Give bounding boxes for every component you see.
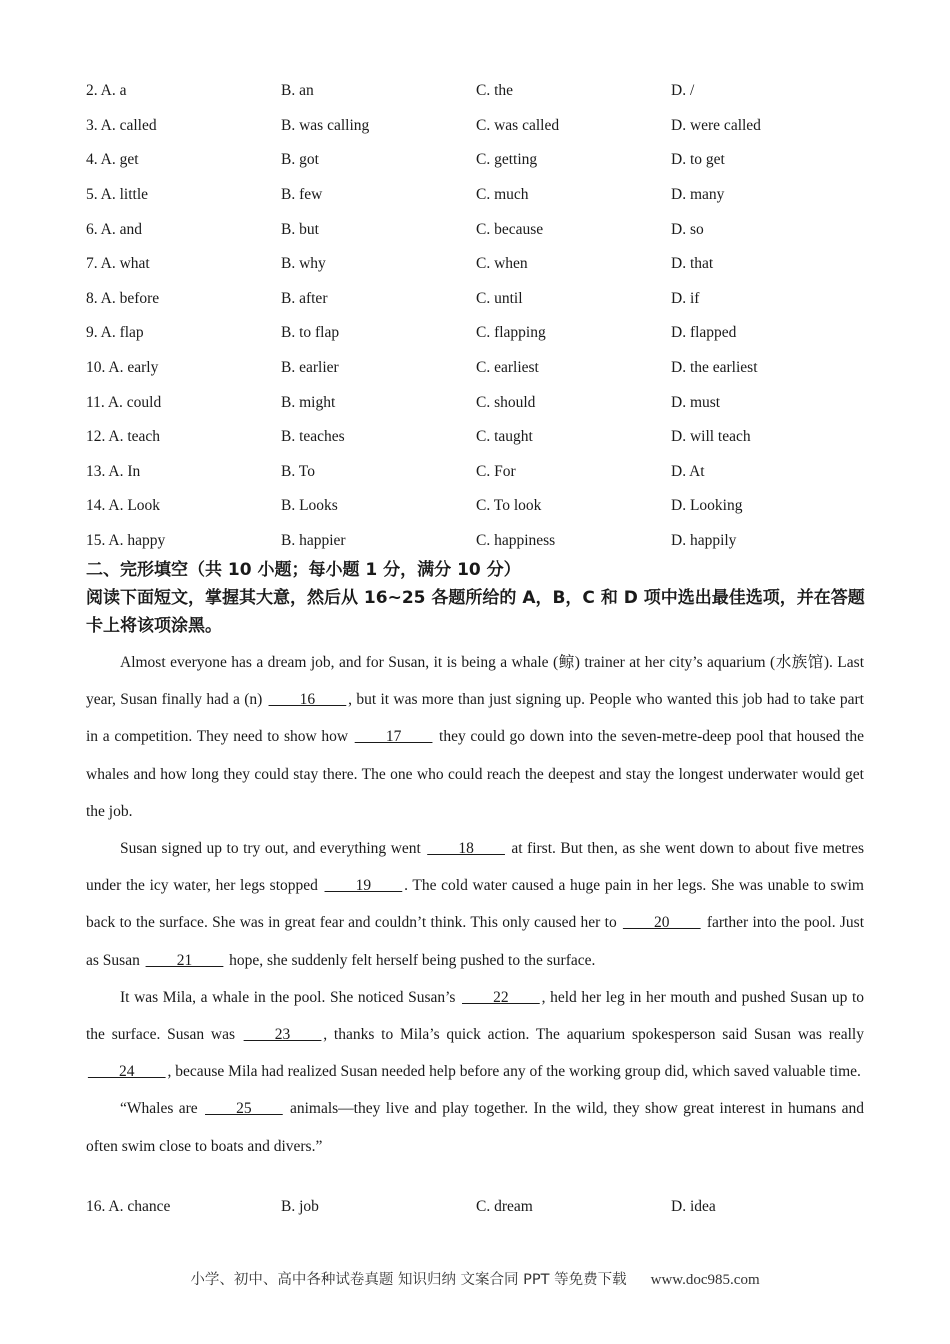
option-a: 6. A. and bbox=[86, 220, 142, 238]
footer-url: www.doc985.com bbox=[650, 1272, 760, 1288]
question-options-row bbox=[86, 143, 876, 178]
paragraph-text: animals—they live and play together. In the wild, they show great interest in humans and often swim close to boats and divers.” bbox=[86, 1100, 864, 1155]
option-a: 3. A. called bbox=[86, 116, 157, 134]
blank-24: ____24____ bbox=[88, 1063, 166, 1081]
option-b: B. but bbox=[281, 220, 319, 238]
option-a: 7. A. what bbox=[86, 255, 150, 273]
option-a: 2. A. a bbox=[86, 82, 127, 100]
option-c: C. getting bbox=[476, 151, 538, 169]
option-a: 9. A. flap bbox=[86, 324, 144, 342]
option-d: D. were called bbox=[671, 116, 761, 134]
option-a: 13. A. In bbox=[86, 462, 141, 480]
blank-20: ____20____ bbox=[623, 914, 701, 932]
option-a: 14. A. Look bbox=[86, 497, 161, 515]
option-c: C. much bbox=[476, 186, 529, 204]
paragraph-text: Susan signed up to try out, and everything went bbox=[120, 840, 426, 858]
option-c: C. was called bbox=[476, 116, 560, 134]
paragraph-text: , but it was more than just signing up. People who wanted this job had to take part in a competition. They need to show how bbox=[86, 691, 864, 746]
question-options-row bbox=[86, 247, 876, 282]
blank-17: ____17____ bbox=[354, 728, 433, 746]
option-a: 4. A. get bbox=[86, 151, 139, 169]
option-a: 12. A. teach bbox=[86, 428, 161, 446]
option-b: B. happier bbox=[281, 532, 346, 550]
passage-paragraph-1 bbox=[86, 644, 864, 830]
option-b: B. why bbox=[281, 255, 326, 273]
option-b: B. got bbox=[281, 151, 319, 169]
question-options-row bbox=[86, 74, 876, 109]
question-options-row bbox=[86, 385, 876, 420]
option-c: C. until bbox=[476, 289, 523, 307]
option-c: C. For bbox=[476, 462, 516, 480]
paragraph-text: “Whales are bbox=[120, 1100, 204, 1118]
option-d: D. so bbox=[671, 220, 704, 238]
paragraph-text: , thanks to Mila’s quick action. The aquarium spokesperson said Susan was really bbox=[323, 1026, 864, 1044]
option-b: B. after bbox=[281, 289, 328, 307]
option-c: C. when bbox=[476, 255, 528, 273]
blank-16: ____16____ bbox=[268, 691, 347, 709]
question-options-row bbox=[86, 109, 876, 144]
option-d: D. that bbox=[671, 255, 714, 273]
question-options-row bbox=[86, 489, 876, 524]
option-d: D. many bbox=[671, 186, 725, 204]
section-title: 二、完形填空（共 10 小题；每小题 1 分，满分 10 分） bbox=[86, 560, 521, 580]
option-b: B. few bbox=[281, 186, 323, 204]
paragraph-text: they could go down into the seven-metre-deep pool that housed the whales and how long they could stay there. The one who could reach the deepest and stay the longest underwater would get the job. bbox=[86, 728, 865, 820]
option-a: 15. A. happy bbox=[86, 532, 166, 550]
option-d: D. idea bbox=[671, 1198, 716, 1216]
option-d: D. to get bbox=[671, 151, 725, 169]
passage-paragraph-4 bbox=[86, 1090, 864, 1164]
option-a: 16. A. chance bbox=[86, 1198, 171, 1216]
paragraph-text: , because Mila had realized Susan needed help before any of the working group did, which saved valuable time. bbox=[167, 1063, 861, 1081]
option-b: B. might bbox=[281, 393, 336, 411]
option-b: B. job bbox=[281, 1198, 319, 1216]
option-c: C. because bbox=[476, 220, 544, 238]
option-c: C. flapping bbox=[476, 324, 546, 342]
blank-18: ____18____ bbox=[427, 840, 505, 858]
option-b: B. was calling bbox=[281, 116, 370, 134]
question-options-row bbox=[86, 420, 876, 455]
question-options-row bbox=[86, 212, 876, 247]
page-footer bbox=[0, 1268, 950, 1289]
question-options-row bbox=[86, 455, 876, 490]
footer-text: 小学、初中、高中各种试卷真题 知识归纳 文案合同 PPT 等免费下载 bbox=[190, 1272, 627, 1288]
blank-19: ____19____ bbox=[324, 877, 403, 895]
option-c: C. dream bbox=[476, 1198, 533, 1216]
option-b: B. To bbox=[281, 462, 315, 480]
option-c: C. earliest bbox=[476, 359, 539, 377]
option-d: D. Looking bbox=[671, 497, 743, 515]
question-options-row bbox=[86, 524, 876, 559]
question-options-row bbox=[86, 351, 876, 386]
blank-22: ____22____ bbox=[462, 988, 540, 1006]
paragraph-text: Almost everyone has a dream job, and for Susan, it is being a whale (鲸) trainer at her city’s aquarium (水族馆). Last year, Susan finally had a (n) bbox=[86, 654, 864, 709]
option-d: D. the earliest bbox=[671, 359, 758, 377]
question-options-row bbox=[86, 316, 876, 351]
option-c: C. happiness bbox=[476, 532, 556, 550]
option-a: 8. A. before bbox=[86, 289, 160, 307]
option-c: C. To look bbox=[476, 497, 542, 515]
option-c: C. taught bbox=[476, 428, 533, 446]
blank-25: ____25____ bbox=[205, 1100, 283, 1118]
option-c: C. the bbox=[476, 82, 514, 100]
option-d: D. flapped bbox=[671, 324, 737, 342]
cloze-passage bbox=[86, 644, 864, 1165]
paragraph-text: hope, she suddenly felt herself being pushed to the surface. bbox=[225, 951, 596, 969]
question-options-row bbox=[86, 178, 876, 213]
option-d: D. if bbox=[671, 289, 700, 307]
question-options-row bbox=[86, 282, 876, 317]
option-c: C. should bbox=[476, 393, 536, 411]
blank-23: ____23____ bbox=[243, 1026, 322, 1044]
option-d: D. At bbox=[671, 462, 705, 480]
option-a: 10. A. early bbox=[86, 359, 159, 377]
paragraph-text: . The cold water caused a huge pain in her legs. She was unable to swim back to the surface. She was in great fear and couldn’t think. This only caused her to bbox=[86, 877, 864, 932]
paragraph-text: It was Mila, a whale in the pool. She noticed Susan’s bbox=[120, 988, 461, 1006]
section-instruction: 阅读下面短文，掌握其大意，然后从 16~25 各题所给的 A，B，C 和 D 项中选出最佳选项，并在答题卡上将该项涂黑。 bbox=[86, 588, 865, 636]
option-b: B. to flap bbox=[281, 324, 340, 342]
option-d: D. / bbox=[671, 82, 695, 100]
option-b: B. earlier bbox=[281, 359, 339, 377]
passage-paragraph-2 bbox=[86, 830, 864, 979]
option-a: 5. A. little bbox=[86, 186, 148, 204]
passage-paragraph-3 bbox=[86, 979, 864, 1091]
option-a: 11. A. could bbox=[86, 393, 162, 411]
option-d: D. happily bbox=[671, 532, 737, 550]
option-d: D. will teach bbox=[671, 428, 751, 446]
option-b: B. teaches bbox=[281, 428, 345, 446]
question-16-options bbox=[86, 1190, 876, 1225]
option-b: B. an bbox=[281, 82, 314, 100]
option-d: D. must bbox=[671, 393, 721, 411]
option-b: B. Looks bbox=[281, 497, 338, 515]
paragraph-text: , held her leg in her mouth and pushed Susan up to the surface. Susan was bbox=[86, 988, 864, 1044]
blank-21: ____21____ bbox=[145, 951, 224, 969]
paragraph-text: farther into the pool. Just as Susan bbox=[86, 914, 865, 969]
paragraph-text: at first. But then, as she went down to about five metres under the icy water, her legs stopped bbox=[86, 840, 864, 895]
option-list bbox=[86, 74, 876, 558]
